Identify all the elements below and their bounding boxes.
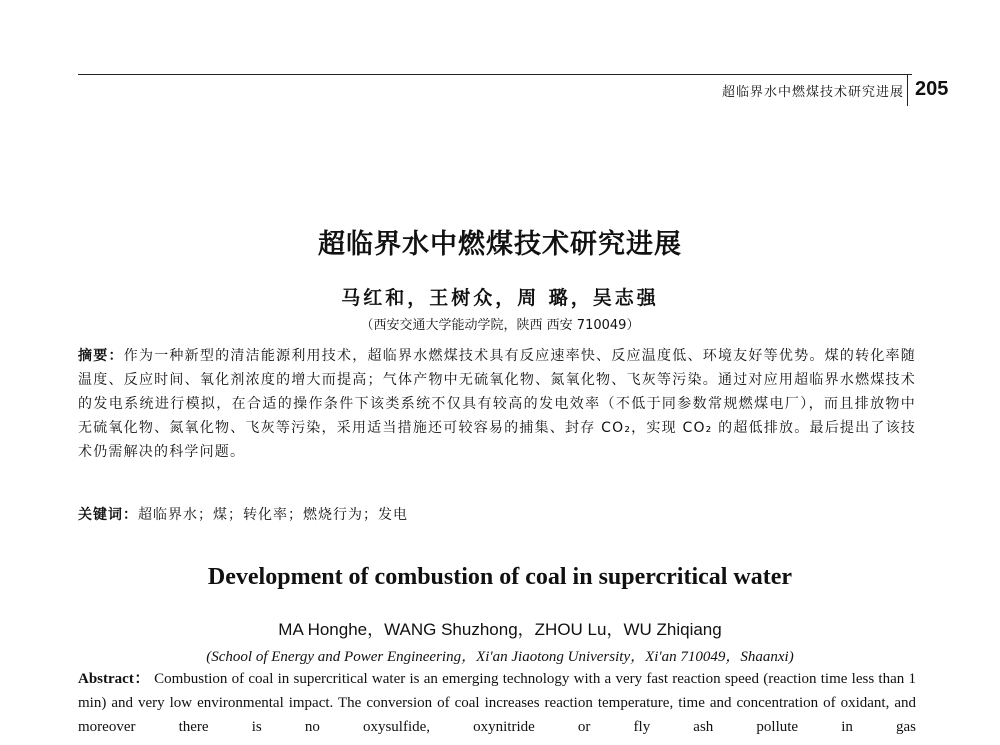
- page-number: 205: [915, 78, 949, 100]
- english-abstract-text: Combustion of coal in supercritical water is an emerging technology with a very fast reaction speed (reaction time less than 1 min) and very low environmental impact. The conversion of coal increases reaction temperature, time and concentration of oxidant, and moreover there is no oxysulfide, oxynitride or fly ash pollute in gas: [78, 671, 916, 735]
- chinese-keywords-label: 关键词：: [78, 507, 138, 523]
- english-authors: MA Honghe，WANG Shuzhong，ZHOU Lu，WU Zhiqiang: [278, 620, 722, 639]
- header-rule: [78, 74, 912, 75]
- english-abstract: [78, 667, 916, 739]
- chinese-abstract-text: 作为一种新型的清洁能源利用技术，超临界水燃煤技术具有反应速率快、反应温度低、环境友好等优势。煤的转化率随温度、反应时间、氧化剂浓度的增大而提高；气体产物中无硫氧化物、氮氧化物、飞灰等污染。通过对应用超临界水燃煤技术的发电系统进行模拟，在合适的操作条件下该类系统不仅具有较高的发电效率（不低于同参数常规燃煤电厂），而且排放物中无硫氧化物、氮氧化物、飞灰等污染，采用适当措施还可较容易的捕集、封存 CO₂，实现 CO₂ 的超低排放。最后提出了该技术仍需解决的科学问题。: [78, 348, 916, 460]
- page-number-divider: [907, 74, 908, 106]
- english-abstract-label: Abstract：: [78, 671, 150, 687]
- chinese-abstract-label: 摘要：: [78, 348, 124, 364]
- chinese-title: 超临界水中燃煤技术研究进展: [318, 229, 682, 260]
- chinese-authors: 马红和，王树众，周 璐，吴志强: [341, 287, 659, 309]
- english-title: Development of combustion of coal in supercritical water: [207, 564, 793, 590]
- chinese-keywords-text: 超临界水；煤；转化率；燃烧行为；发电: [138, 507, 408, 523]
- running-head: 超临界水中燃煤技术研究进展: [721, 85, 904, 100]
- english-affiliation: (School of Energy and Power Engineering，Xi'an Jiaotong University，Xi'an 710049，Shaanxi): [206, 649, 794, 665]
- chinese-affiliation: （西安交通大学能动学院，陕西 西安 710049）: [360, 318, 640, 333]
- chinese-abstract: [78, 344, 916, 464]
- chinese-keywords: [78, 504, 916, 524]
